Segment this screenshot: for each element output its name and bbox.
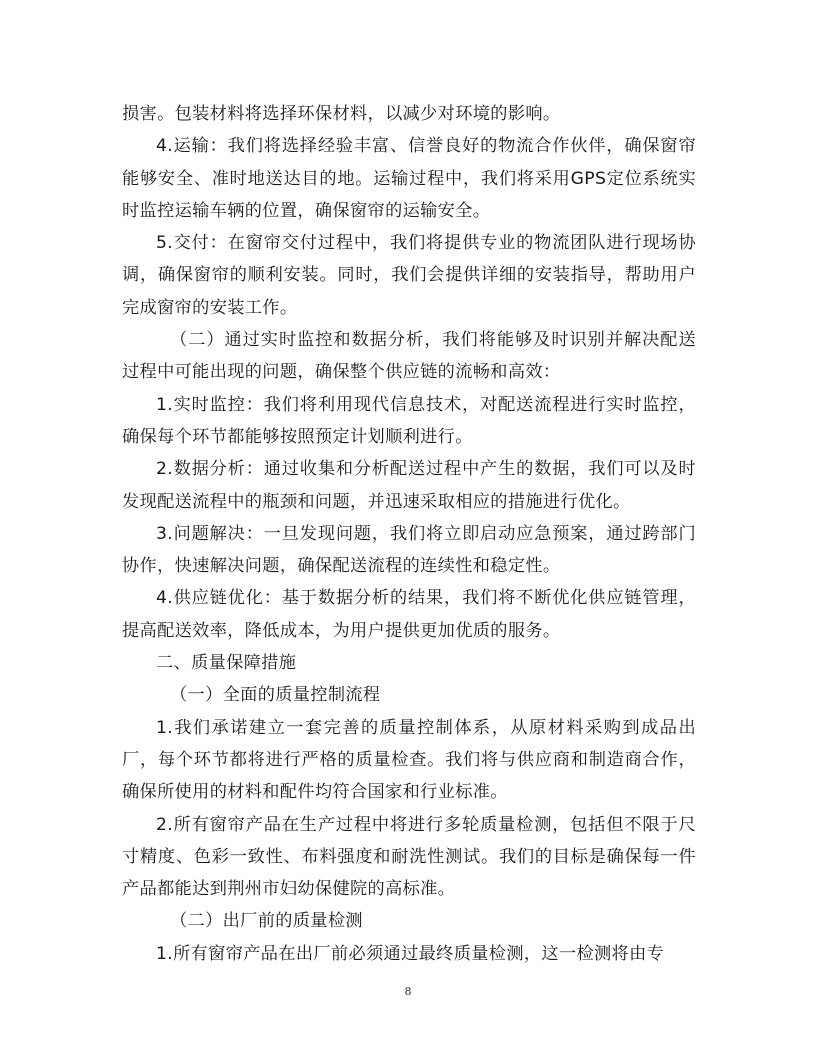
subsection-heading-quality-control: （一）全面的质量控制流程 <box>170 685 381 706</box>
paragraph-quality-system: 1.我们承诺建立一套完善的质量控制体系，从原材料采购到成品出厂，每个环节都将进行严格的质量检查。我们将与供应商和制造商合作，确保所使用的材料和配件均符合国家和行业标准。 <box>122 717 696 803</box>
paragraph-final-inspection: 1.所有窗帘产品在出厂前必须通过最终质量检测，这一检测将由专 <box>156 943 665 964</box>
paragraph-realtime-monitoring: 1.实时监控：我们将利用现代信息技术，对配送流程进行实时监控，确保每个环节都能够按照预定计划顺利进行。 <box>122 394 696 447</box>
section-heading-quality-assurance: 二、质量保障措施 <box>156 653 297 674</box>
page-number: 8 <box>404 985 412 998</box>
paragraph-monitoring-intro: （二）通过实时监控和数据分析，我们将能够及时识别并解决配送过程中可能出现的问题，确保整个供应链的流畅和高效： <box>122 330 696 383</box>
paragraph-supply-chain-optimization: 4.供应链优化：基于数据分析的结果，我们将不断优化供应链管理，提高配送效率，降低成本，为用户提供更加优质的服务。 <box>122 588 696 641</box>
subsection-heading-prefactory-inspection: （二）出厂前的质量检测 <box>170 911 363 932</box>
paragraph-data-analysis: 2.数据分析：通过收集和分析配送过程中产生的数据，我们可以及时发现配送流程中的瓶颈和问题，并迅速采取相应的措施进行优化。 <box>122 459 696 512</box>
document-body <box>122 98 696 970</box>
paragraph-delivery: 5.交付：在窗帘交付过程中，我们将提供专业的物流团队进行现场协调，确保窗帘的顺利安装。同时，我们会提供详细的安装指导，帮助用户完成窗帘的安装工作。 <box>122 233 696 318</box>
paragraph-packaging-continued: 损害。包装材料将选择环保材料，以减少对环境的影响。 <box>122 104 561 124</box>
paragraph-problem-solving: 3.问题解决：一旦发现问题，我们将立即启动应急预案，通过跨部门协作，快速解决问题，确保配送流程的连续性和稳定性。 <box>122 523 696 577</box>
paragraph-production-testing: 2.所有窗帘产品在生产过程中将进行多轮质量检测，包括但不限于尺寸精度、色彩一致性、布料强度和耐洗性测试。我们的目标是确保每一件产品都能达到荆州市妇幼保健院的高标准。 <box>122 814 696 900</box>
paragraph-transport: 4.运输：我们将选择经验丰富、信誉良好的物流合作伙伴，确保窗帘能够安全、准时地送达目的地。运输过程中，我们将采用GPS定位系统实时监控运输车辆的位置，确保窗帘的运输安全。 <box>122 136 696 221</box>
